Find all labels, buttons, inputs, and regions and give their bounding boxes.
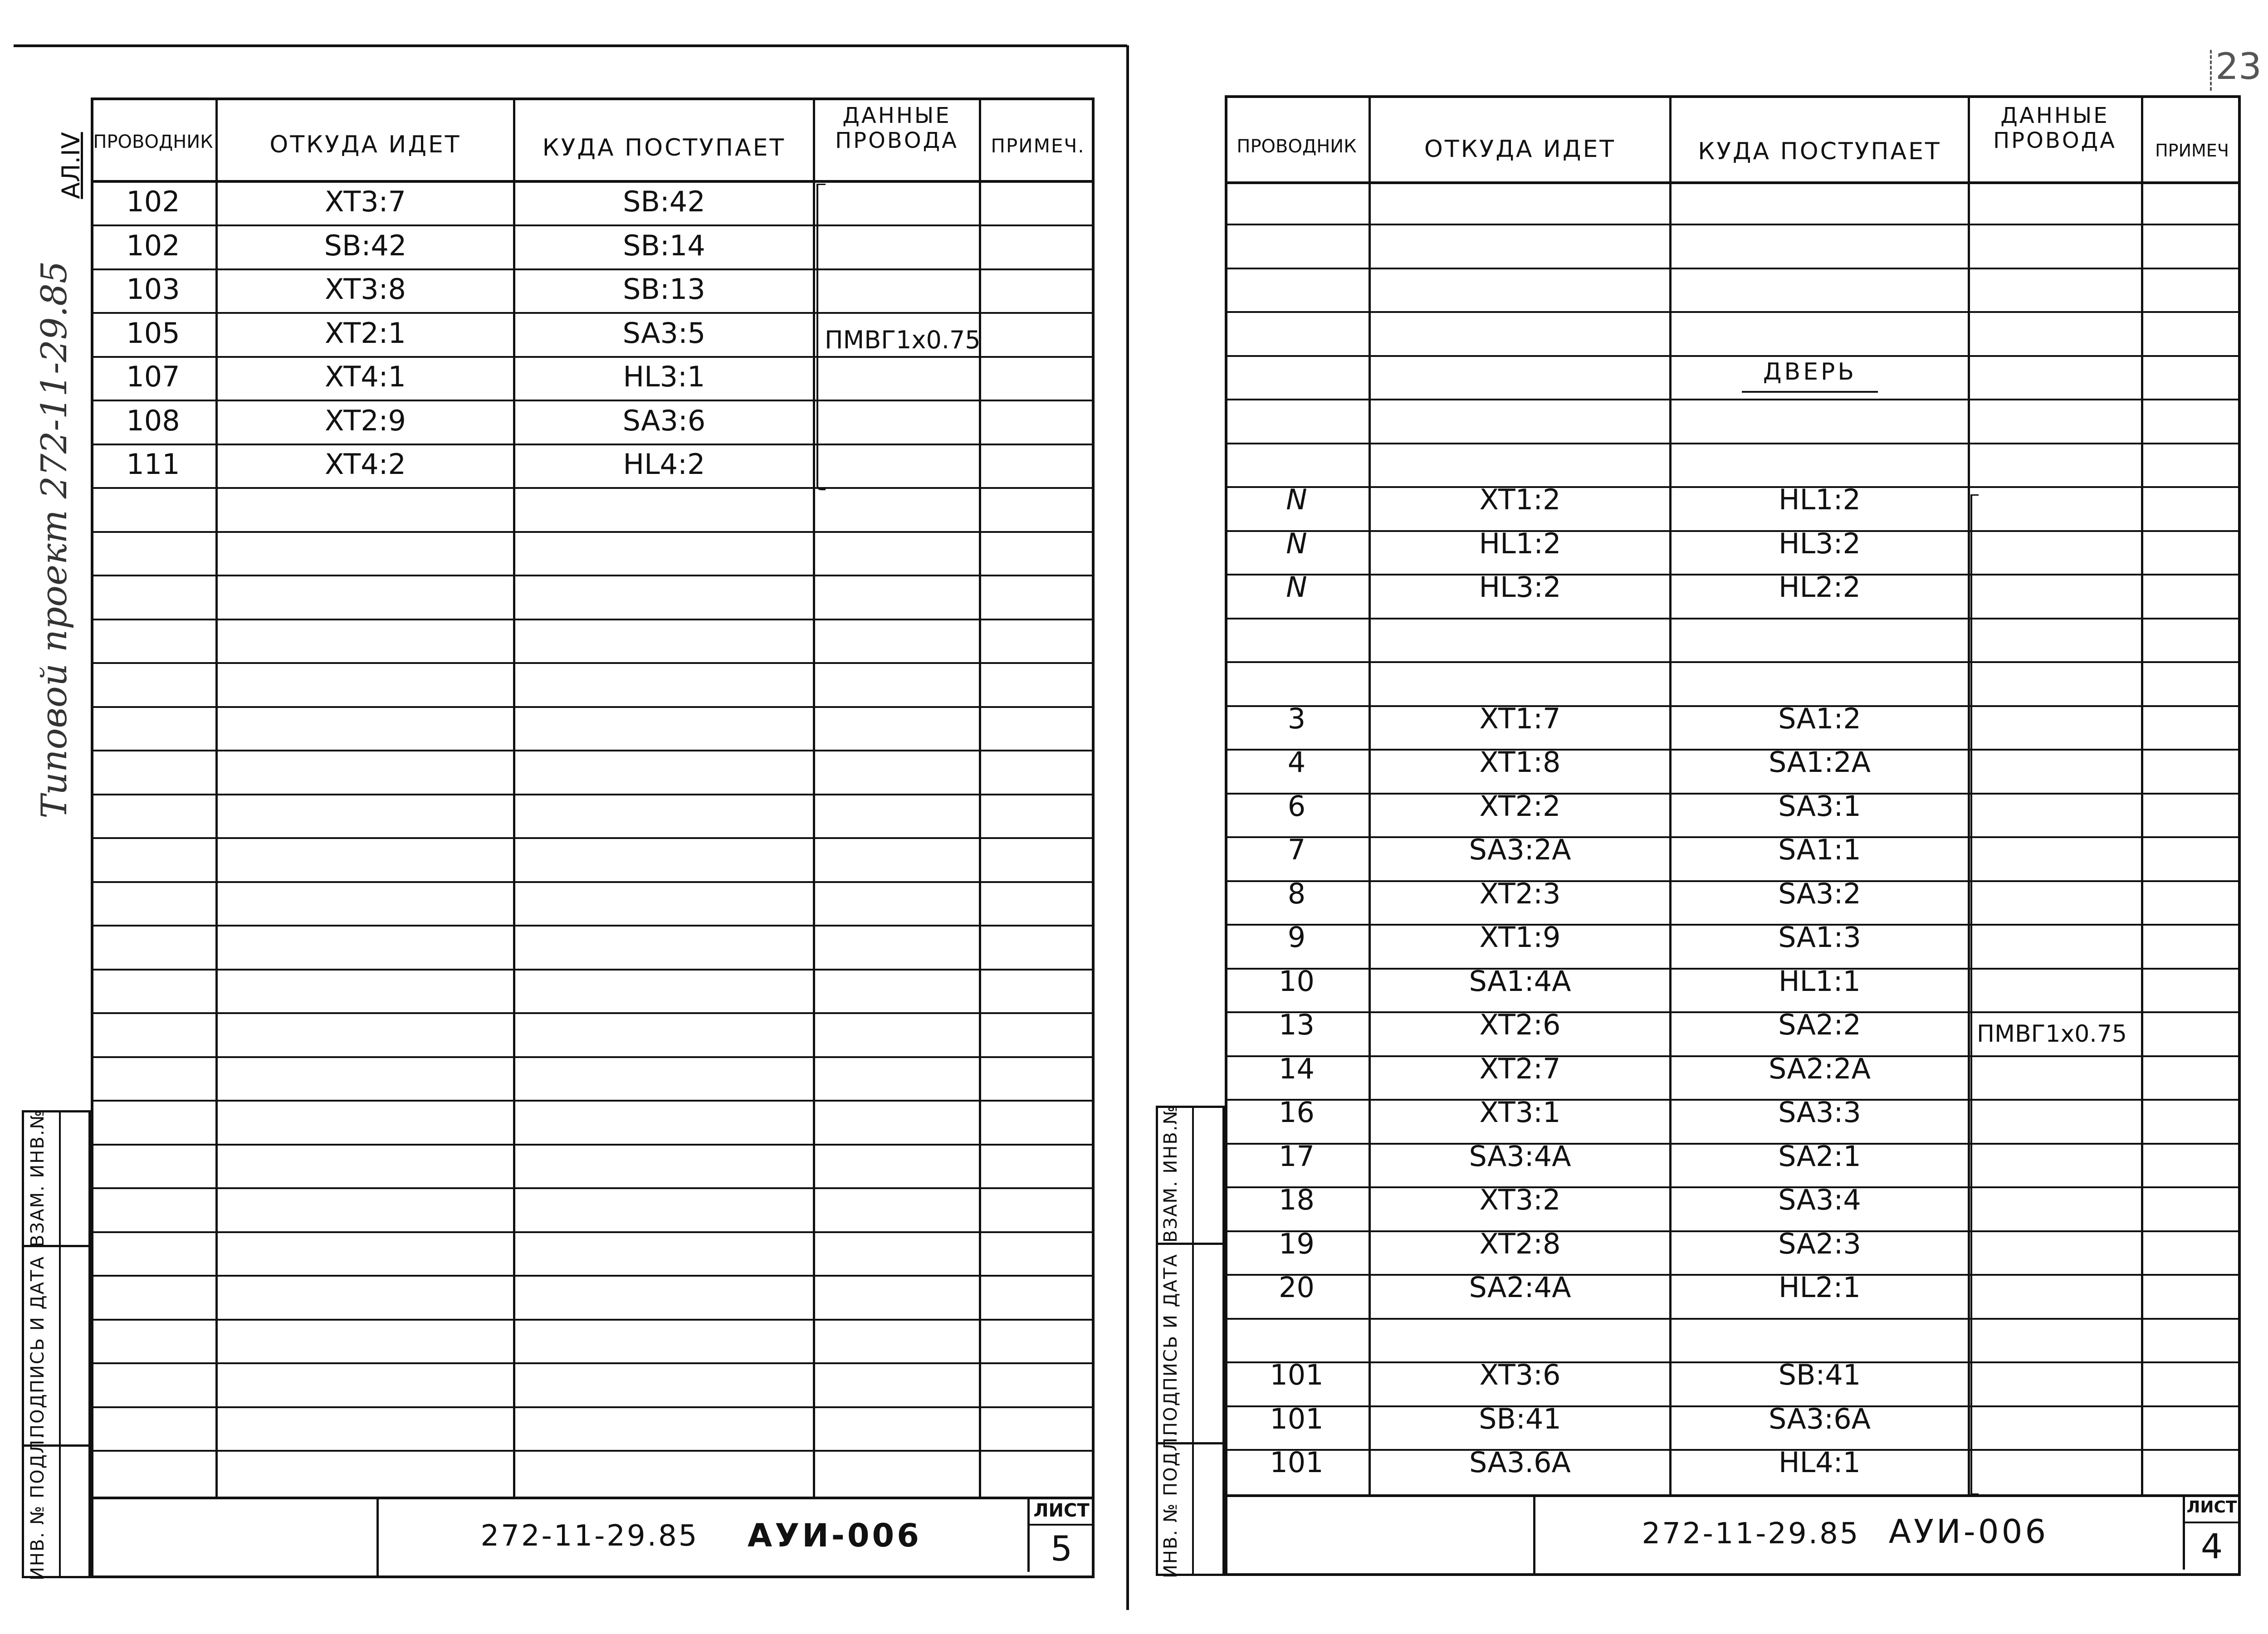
right-title-block-line (1225, 1494, 2241, 1497)
cell-to: SB:42 (623, 185, 705, 218)
cell-from: SA3.6A (1469, 1446, 1571, 1479)
cell-conductor: 4 (1287, 746, 1306, 779)
left-stamp-divider-v (59, 1110, 61, 1578)
left-title-block-sep (376, 1497, 379, 1578)
row-line (91, 1275, 1095, 1277)
row-line (91, 268, 1095, 270)
row-line (91, 1362, 1095, 1364)
row-line (91, 794, 1095, 795)
cell-conductor: 107 (126, 360, 180, 393)
row-line (1225, 268, 2241, 269)
left-header-note: ПРИМЕЧ. (991, 135, 1085, 157)
row-line (91, 662, 1095, 664)
row-line (91, 312, 1095, 314)
cell-from: XT3:6 (1479, 1358, 1561, 1391)
page-number-bracket (2210, 50, 2212, 91)
right-header-wire-data: ДАННЫЕ ПРОВОДА (1993, 103, 2116, 154)
cell-from: XT1:7 (1479, 702, 1561, 735)
cell-to: HL3:2 (1779, 527, 1861, 560)
row-line (91, 706, 1095, 708)
right-section-title: ДВЕРЬ (1763, 358, 1857, 385)
right-doc-code: 272-11-29.85 (1642, 1517, 1860, 1551)
top-rule (14, 44, 1127, 47)
right-stamp-divider-v (1192, 1106, 1194, 1576)
cell-conductor: 108 (126, 404, 180, 437)
cell-from: SA3:2A (1469, 833, 1571, 866)
cell-from: SB:42 (324, 229, 407, 262)
cell-from: XT2:7 (1479, 1052, 1561, 1085)
cell-from: XT2:2 (1479, 789, 1561, 823)
cell-from: XT3:1 (1479, 1096, 1561, 1129)
left-stamp-inv-replace: ВЗАМ. ИНВ.№ (27, 1109, 48, 1247)
left-header-from: ОТКУДА ИДЕТ (269, 131, 461, 158)
right-header-conductor: ПРОВОДНИК (1237, 136, 1357, 157)
cell-conductor: 17 (1279, 1139, 1315, 1173)
cell-conductor: 18 (1279, 1183, 1315, 1216)
page-number: 23 (2215, 45, 2262, 88)
cell-to: HL4:2 (623, 448, 705, 481)
row-line (91, 487, 1095, 489)
row-line (91, 575, 1095, 576)
right-wire-data-value: ПМВГ1х0.75 (1977, 1020, 2127, 1048)
left-wire-data-value: ПМВГ1х0.75 (825, 326, 981, 354)
row-line (1225, 443, 2241, 444)
row-line (91, 444, 1095, 445)
row-line (91, 1056, 1095, 1058)
cell-to: SB:13 (623, 273, 705, 306)
cell-from: XT1:8 (1479, 746, 1561, 779)
row-line (1225, 399, 2241, 400)
cell-from: XT1:9 (1479, 921, 1561, 954)
right-stamp-signature-date: ПОДПИСЬ И ДАТА (1160, 1254, 1181, 1436)
cell-from: XT3:7 (324, 185, 406, 218)
row-line (91, 531, 1095, 533)
left-title-block-line (91, 1497, 1095, 1499)
row-line (91, 1012, 1095, 1014)
cell-conductor: 13 (1279, 1008, 1315, 1041)
cell-conductor: 102 (126, 185, 180, 218)
row-line (91, 1450, 1095, 1452)
cell-to: SB:41 (1778, 1358, 1861, 1391)
cell-from: XT3:2 (1479, 1183, 1561, 1216)
cell-from: HL3:2 (1479, 571, 1561, 604)
row-line (1225, 311, 2241, 313)
left-header-conductor: ПРОВОДНИК (93, 132, 213, 152)
cell-to: SA1:2A (1768, 746, 1871, 779)
cell-from: XT2:8 (1479, 1227, 1561, 1260)
right-col-sep-4 (2141, 95, 2143, 1497)
left-stamp-inv-orig: ИНВ. № ПОДЛ. (27, 1432, 48, 1580)
cell-to: SA3:5 (622, 316, 706, 350)
left-header-line (91, 180, 1095, 183)
row-line (91, 881, 1095, 883)
left-side-label: АЛ.IV (57, 132, 85, 199)
row-line (91, 1231, 1095, 1233)
row-line (91, 356, 1095, 358)
cell-from: HL1:2 (1479, 527, 1561, 560)
cell-conductor: 105 (126, 316, 180, 350)
cell-conductor: 20 (1279, 1271, 1315, 1304)
cell-to: SA1:3 (1778, 921, 1861, 954)
cell-conductor: N (1286, 527, 1307, 560)
cell-to: HL1:2 (1779, 483, 1861, 516)
row-line (91, 750, 1095, 751)
right-header-line (1225, 181, 2241, 184)
cell-from: XT1:2 (1479, 483, 1561, 516)
cell-conductor: 101 (1270, 1402, 1324, 1435)
cell-to: HL3:1 (623, 360, 705, 393)
row-line (91, 925, 1095, 927)
right-header-note: ПРИМЕЧ (2155, 141, 2229, 161)
right-stamp-inv-orig: ИНВ. № ПОДЛ. (1160, 1430, 1181, 1578)
cell-conductor: 101 (1270, 1446, 1324, 1479)
cell-from: XT2:9 (324, 404, 406, 437)
row-line (91, 1187, 1095, 1189)
cell-to: SA3:2 (1778, 877, 1861, 910)
cell-from: SA1:4A (1469, 964, 1571, 998)
row-line (91, 224, 1095, 226)
cell-conductor: 14 (1279, 1052, 1315, 1085)
cell-conductor: 3 (1287, 702, 1306, 735)
left-col-sep-2 (513, 98, 515, 1499)
cell-from: SB:41 (1479, 1402, 1561, 1435)
left-col-sep-4 (979, 98, 981, 1499)
cell-conductor: 7 (1287, 833, 1306, 866)
cell-conductor: 101 (1270, 1358, 1324, 1391)
right-sheet-label: ЛИСТ (2186, 1498, 2237, 1517)
cell-to: SA2:3 (1778, 1227, 1861, 1260)
left-header-to: КУДА ПОСТУПАЕТ (542, 134, 786, 161)
left-col-sep-1 (215, 98, 218, 1499)
cell-conductor: 19 (1279, 1227, 1315, 1260)
right-title-block-sep (1533, 1494, 1535, 1576)
left-doc-id: АУИ-006 (748, 1517, 922, 1554)
cell-conductor: N (1286, 571, 1307, 604)
right-header-to: КУДА ПОСТУПАЕТ (1698, 138, 1941, 165)
cell-to: SA1:1 (1778, 833, 1861, 866)
row-line (91, 1319, 1095, 1321)
right-header-from: ОТКУДА ИДЕТ (1424, 136, 1616, 163)
row-line (1225, 224, 2241, 225)
cell-to: SA2:2 (1778, 1008, 1861, 1041)
cell-to: SA3:6 (622, 404, 706, 437)
left-sheet-number: 5 (1050, 1528, 1073, 1569)
cell-conductor: 10 (1279, 964, 1315, 998)
row-line (91, 619, 1095, 620)
cell-from: SA2:4A (1469, 1271, 1571, 1304)
cell-conductor: 6 (1287, 789, 1306, 823)
cell-to: SA3:6A (1768, 1402, 1871, 1435)
cell-conductor: 102 (126, 229, 180, 262)
right-wire-bracket (1970, 494, 1979, 1495)
cell-to: SA2:2A (1768, 1052, 1871, 1085)
row-line (91, 1100, 1095, 1102)
right-sheet-number: 4 (2200, 1526, 2223, 1566)
left-sheet-label: ЛИСТ (1033, 1500, 1090, 1521)
cell-to: HL2:1 (1779, 1271, 1861, 1304)
left-project-label: Типовой проект 272-11-29.85 (34, 261, 75, 819)
cell-from: XT2:3 (1479, 877, 1561, 910)
row-line (91, 969, 1095, 971)
row-line (1225, 355, 2241, 357)
cell-to: HL1:1 (1779, 964, 1861, 998)
right-sheet-box-line (2183, 1522, 2241, 1523)
right-col-sep-3 (1968, 95, 1970, 1497)
cell-to: HL4:1 (1779, 1446, 1861, 1479)
row-line (91, 400, 1095, 401)
cell-to: SB:14 (623, 229, 705, 262)
cell-conductor: 9 (1287, 921, 1306, 954)
cell-from: XT2:1 (324, 316, 406, 350)
row-line (1225, 618, 2241, 619)
cell-to: SA3:1 (1778, 789, 1861, 823)
cell-from: SA3:4A (1469, 1139, 1571, 1173)
cell-conductor: 103 (126, 273, 180, 306)
left-wire-bracket (816, 184, 826, 490)
right-stamp-inv-replace: ВЗАМ. ИНВ.№ (1160, 1104, 1181, 1243)
cell-conductor: 111 (126, 448, 180, 481)
right-section-underline (1742, 391, 1878, 393)
cell-conductor: 16 (1279, 1096, 1315, 1129)
cell-from: XT4:2 (324, 448, 406, 481)
left-sheet-box-line (1027, 1524, 1095, 1526)
cell-from: XT3:8 (324, 273, 406, 306)
cell-to: HL2:2 (1779, 571, 1861, 604)
cell-conductor: 8 (1287, 877, 1306, 910)
cell-from: XT2:6 (1479, 1008, 1561, 1041)
row-line (91, 1144, 1095, 1146)
left-col-sep-3 (813, 98, 815, 1499)
cell-from: XT4:1 (324, 360, 406, 393)
center-fold (1126, 45, 1129, 1610)
row-line (91, 1406, 1095, 1408)
left-stamp-signature-date: ПОДПИСЬ И ДАТА (27, 1256, 48, 1438)
cell-conductor: N (1286, 483, 1307, 516)
row-line (1225, 1318, 2241, 1320)
cell-to: SA1:2 (1778, 702, 1861, 735)
right-doc-id: АУИ-006 (1888, 1512, 2049, 1551)
row-line (91, 837, 1095, 839)
cell-to: SA3:3 (1778, 1096, 1861, 1129)
row-line (1225, 661, 2241, 663)
cell-to: SA3:4 (1778, 1183, 1861, 1216)
left-doc-code: 272-11-29.85 (480, 1519, 699, 1553)
cell-to: SA2:1 (1778, 1139, 1861, 1173)
left-header-wire-data: ДАННЫЕ ПРОВОДА (835, 103, 958, 154)
